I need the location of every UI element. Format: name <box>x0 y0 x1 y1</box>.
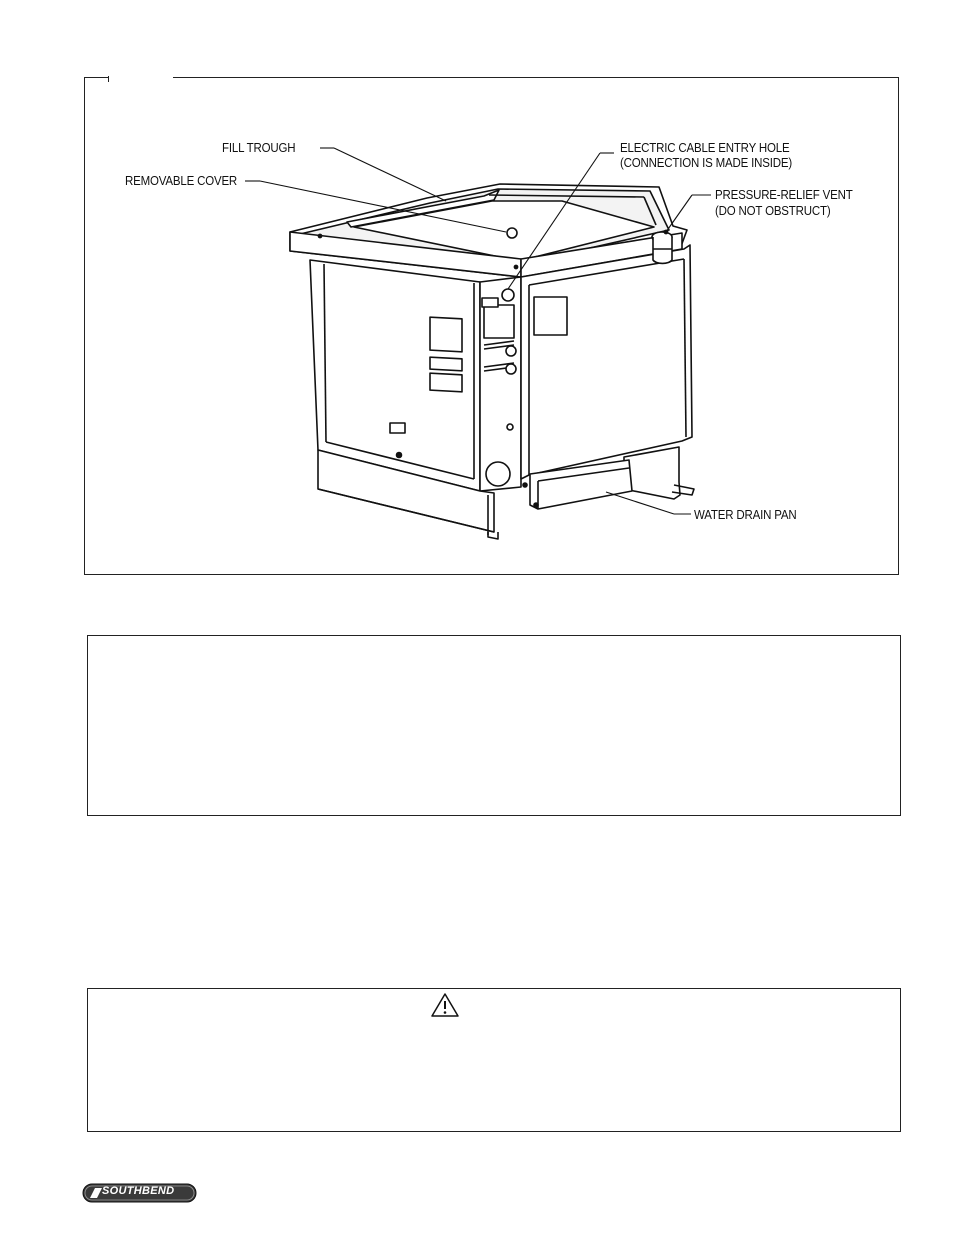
callout-do-not-obstruct: (DO NOT OBSTRUCT) <box>715 204 831 218</box>
warning-triangle-icon <box>430 992 460 1018</box>
cable-entry-hole <box>502 289 514 301</box>
notice-box <box>87 635 901 816</box>
cover-knob <box>507 228 517 238</box>
callout-water-drain-pan: WATER DRAIN PAN <box>694 508 797 522</box>
drain-port <box>486 462 510 486</box>
caution-box <box>87 988 901 1132</box>
callout-fill-trough: FILL TROUGH <box>222 141 296 155</box>
callout-pressure-relief-vent: PRESSURE-RELIEF VENT <box>715 188 853 202</box>
callout-removable-cover: REMOVABLE COVER <box>125 174 238 188</box>
callout-electric-cable-entry: ELECTRIC CABLE ENTRY HOLE <box>620 141 790 155</box>
right-cabinet <box>521 245 692 479</box>
southbend-logo <box>82 1183 197 1203</box>
callout-connection-inside: (CONNECTION IS MADE INSIDE) <box>620 156 793 170</box>
southbend-logo-text: SOUTHBEND <box>102 1185 175 1197</box>
